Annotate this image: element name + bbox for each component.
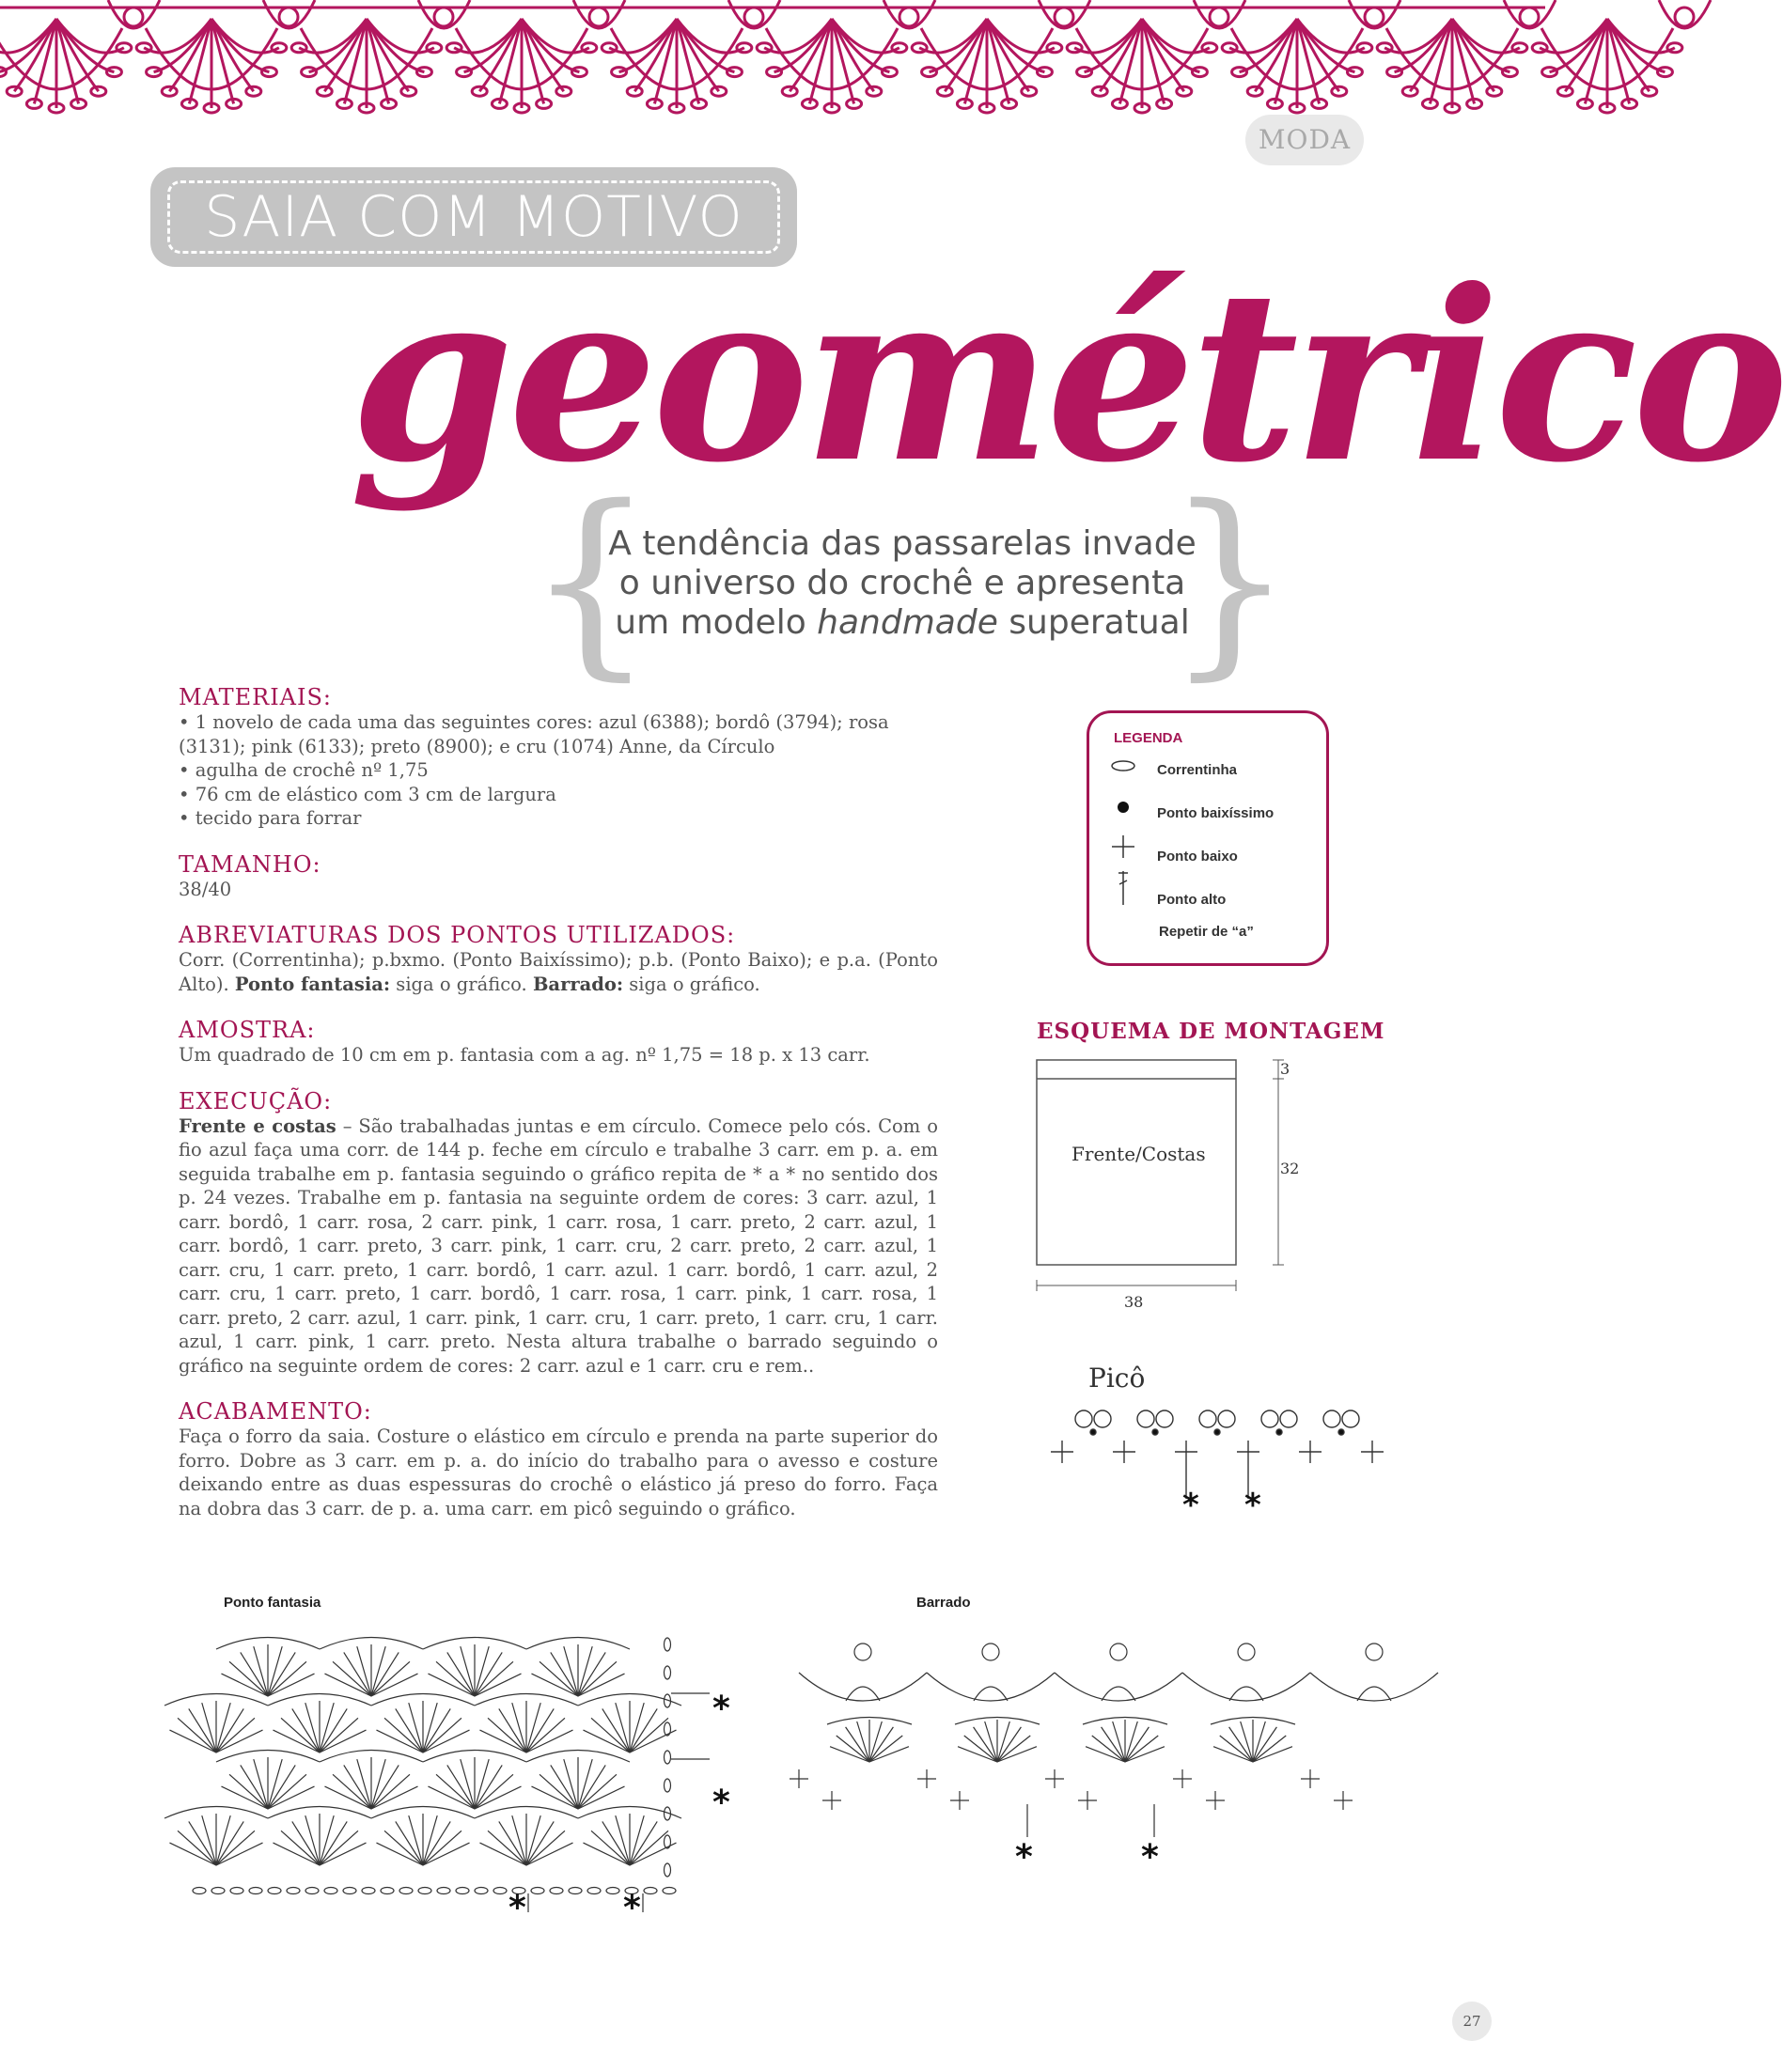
amostra-heading: AMOSTRA: <box>179 1017 316 1043</box>
acabamento-heading: ACABAMENTO: <box>179 1398 372 1425</box>
pico-chart <box>1043 1400 1391 1522</box>
script-title: geométrico <box>350 238 1783 514</box>
repeat-marker: * <box>1182 1487 1199 1524</box>
abreviaturas-heading: ABREVIATURAS DOS PONTOS UTILIZADOS: <box>179 922 736 948</box>
panel-label: Frente/Costas <box>1071 1143 1206 1165</box>
execucao-text: Frente e costas – São trabalhadas juntas e em círculo. Comece pelo cós. Com o fio azul faça uma corr. de 144 p. feche em círculo e trabalhe 3 carr. em p. a. em seguida trabalhe em p. fantasia seguindo o gráfico repita de * a * no sentido dos p. 24 vezes. Trabalhe em p. fantasia na seguinte ordem de cores: 3 carr. azul, 1 carr. bordô, 1 carr. rosa, 2 carr. pink, 1 carr. rosa, 1 carr. preto, 2 carr. azul, 1 carr. bordô, 1 carr. preto, 3 carr. pink, 1 carr. cru, 2 carr. preto, 2 carr. azul, 1 carr. cru, 1 carr. preto, 1 carr. bordô, 1 carr. azul. 1 carr. bordô, 1 carr. azul, 2 carr. cru, 1 carr. preto, 1 carr. bordô, 1 carr. rosa, 1 carr. pink, 1 carr. rosa, 1 carr. preto, 2 carr. azul, 1 carr. pink, 1 carr. cru, 1 carr. preto, 1 carr. cru, 1 carr. azul, 1 carr. pink, 1 carr. preto. Nesta altura trabalhe o barrado seguindo o gráfico na seguinte ordem de cores: 2 carr. azul e 1 carr. cru e rem.. <box>179 1114 938 1377</box>
tamanho-value: 38/40 <box>179 878 232 900</box>
repeat-marker: * <box>508 1889 526 1927</box>
repeat-marker: * <box>1244 1487 1261 1524</box>
chain-oval-icon <box>1110 758 1136 776</box>
right-brace-decoration: } <box>1165 462 1294 698</box>
dimension-bottom: 38 <box>1124 1293 1144 1311</box>
dimension-side: 32 <box>1280 1160 1300 1177</box>
pico-label: Picô <box>1088 1363 1146 1394</box>
ponto-fantasia-chart <box>188 1626 696 1917</box>
dimension-top: 3 <box>1280 1060 1290 1078</box>
left-brace-decoration: { <box>526 462 655 698</box>
acabamento-text: Faça o forro da saia. Costure o elástico em círculo e prenda na parte superior do forro. Dobre as 3 carr. em p. a. do início do trabalho para o avesso e costure deixando entre as duas espessuras do crochê o elástico já preso do forro. Faça na dobra das 3 carr. de p. a. uma carr. em picô seguindo o gráfico. <box>179 1425 938 1519</box>
repeat-marker: * <box>712 1690 730 1728</box>
tall-stitch-icon <box>1110 869 1136 911</box>
assembly-diagram <box>1024 1052 1306 1316</box>
dot-icon <box>1110 800 1136 818</box>
abreviaturas-text: Corr. (Correntinha); p.bxmo. (Ponto Baixíssimo); p.b. (Ponto Baixo); e p.a. (Ponto Alto). Ponto fantasia: siga o gráfico. Barrado: siga o gráfico. <box>179 949 938 995</box>
legend-box <box>1087 710 1329 966</box>
repeat-marker: * <box>1141 1838 1159 1877</box>
execucao-heading: EXECUÇÃO: <box>179 1087 333 1114</box>
title-pill-text: SAIA COM MOTIVO <box>204 184 743 250</box>
barrado-label: Barrado <box>916 1595 971 1611</box>
materiais-item: • agulha de crochê nº 1,75 <box>179 759 429 781</box>
materiais-heading: MATERIAIS: <box>179 684 333 710</box>
legend-label: Correntinha <box>1157 762 1238 778</box>
esquema-heading: ESQUEMA DE MONTAGEM <box>1037 1019 1385 1044</box>
plus-icon <box>1110 833 1136 864</box>
legend-title: LEGENDA <box>1114 730 1183 746</box>
tamanho-heading: TAMANHO: <box>179 850 321 878</box>
page-number: 27 <box>1452 2002 1492 2041</box>
repeat-marker: * <box>712 1784 730 1822</box>
repeat-marker: * <box>1015 1838 1033 1877</box>
ponto-fantasia-label: Ponto fantasia <box>224 1595 321 1611</box>
repeat-marker: * <box>623 1889 641 1927</box>
barrado-chart <box>780 1635 1335 1842</box>
legend-label: Repetir de “a” <box>1159 924 1254 940</box>
section-badge: MODA <box>1245 115 1364 165</box>
amostra-text: Um quadrado de 10 cm em p. fantasia com a ag. nº 1,75 = 18 p. x 13 carr. <box>179 1044 870 1066</box>
materiais-item: • 76 cm de elástico com 3 cm de largura <box>179 783 556 805</box>
legend-label: Ponto alto <box>1157 892 1227 908</box>
materiais-item: • tecido para forrar <box>179 807 362 829</box>
materiais-item: • 1 novelo de cada uma das seguintes cores: azul (6388); bordô (3794); rosa (3131); pink (6133); preto (8900); e cru (1074) Anne, da Círculo <box>179 711 889 757</box>
legend-label: Ponto baixo <box>1157 849 1238 865</box>
subtitle: A tendência das passarelas invade o universo do crochê e apresenta um modelo handmade superatual <box>608 524 1196 642</box>
text-column <box>179 684 938 1520</box>
legend-label: Ponto baixíssimo <box>1157 805 1275 821</box>
